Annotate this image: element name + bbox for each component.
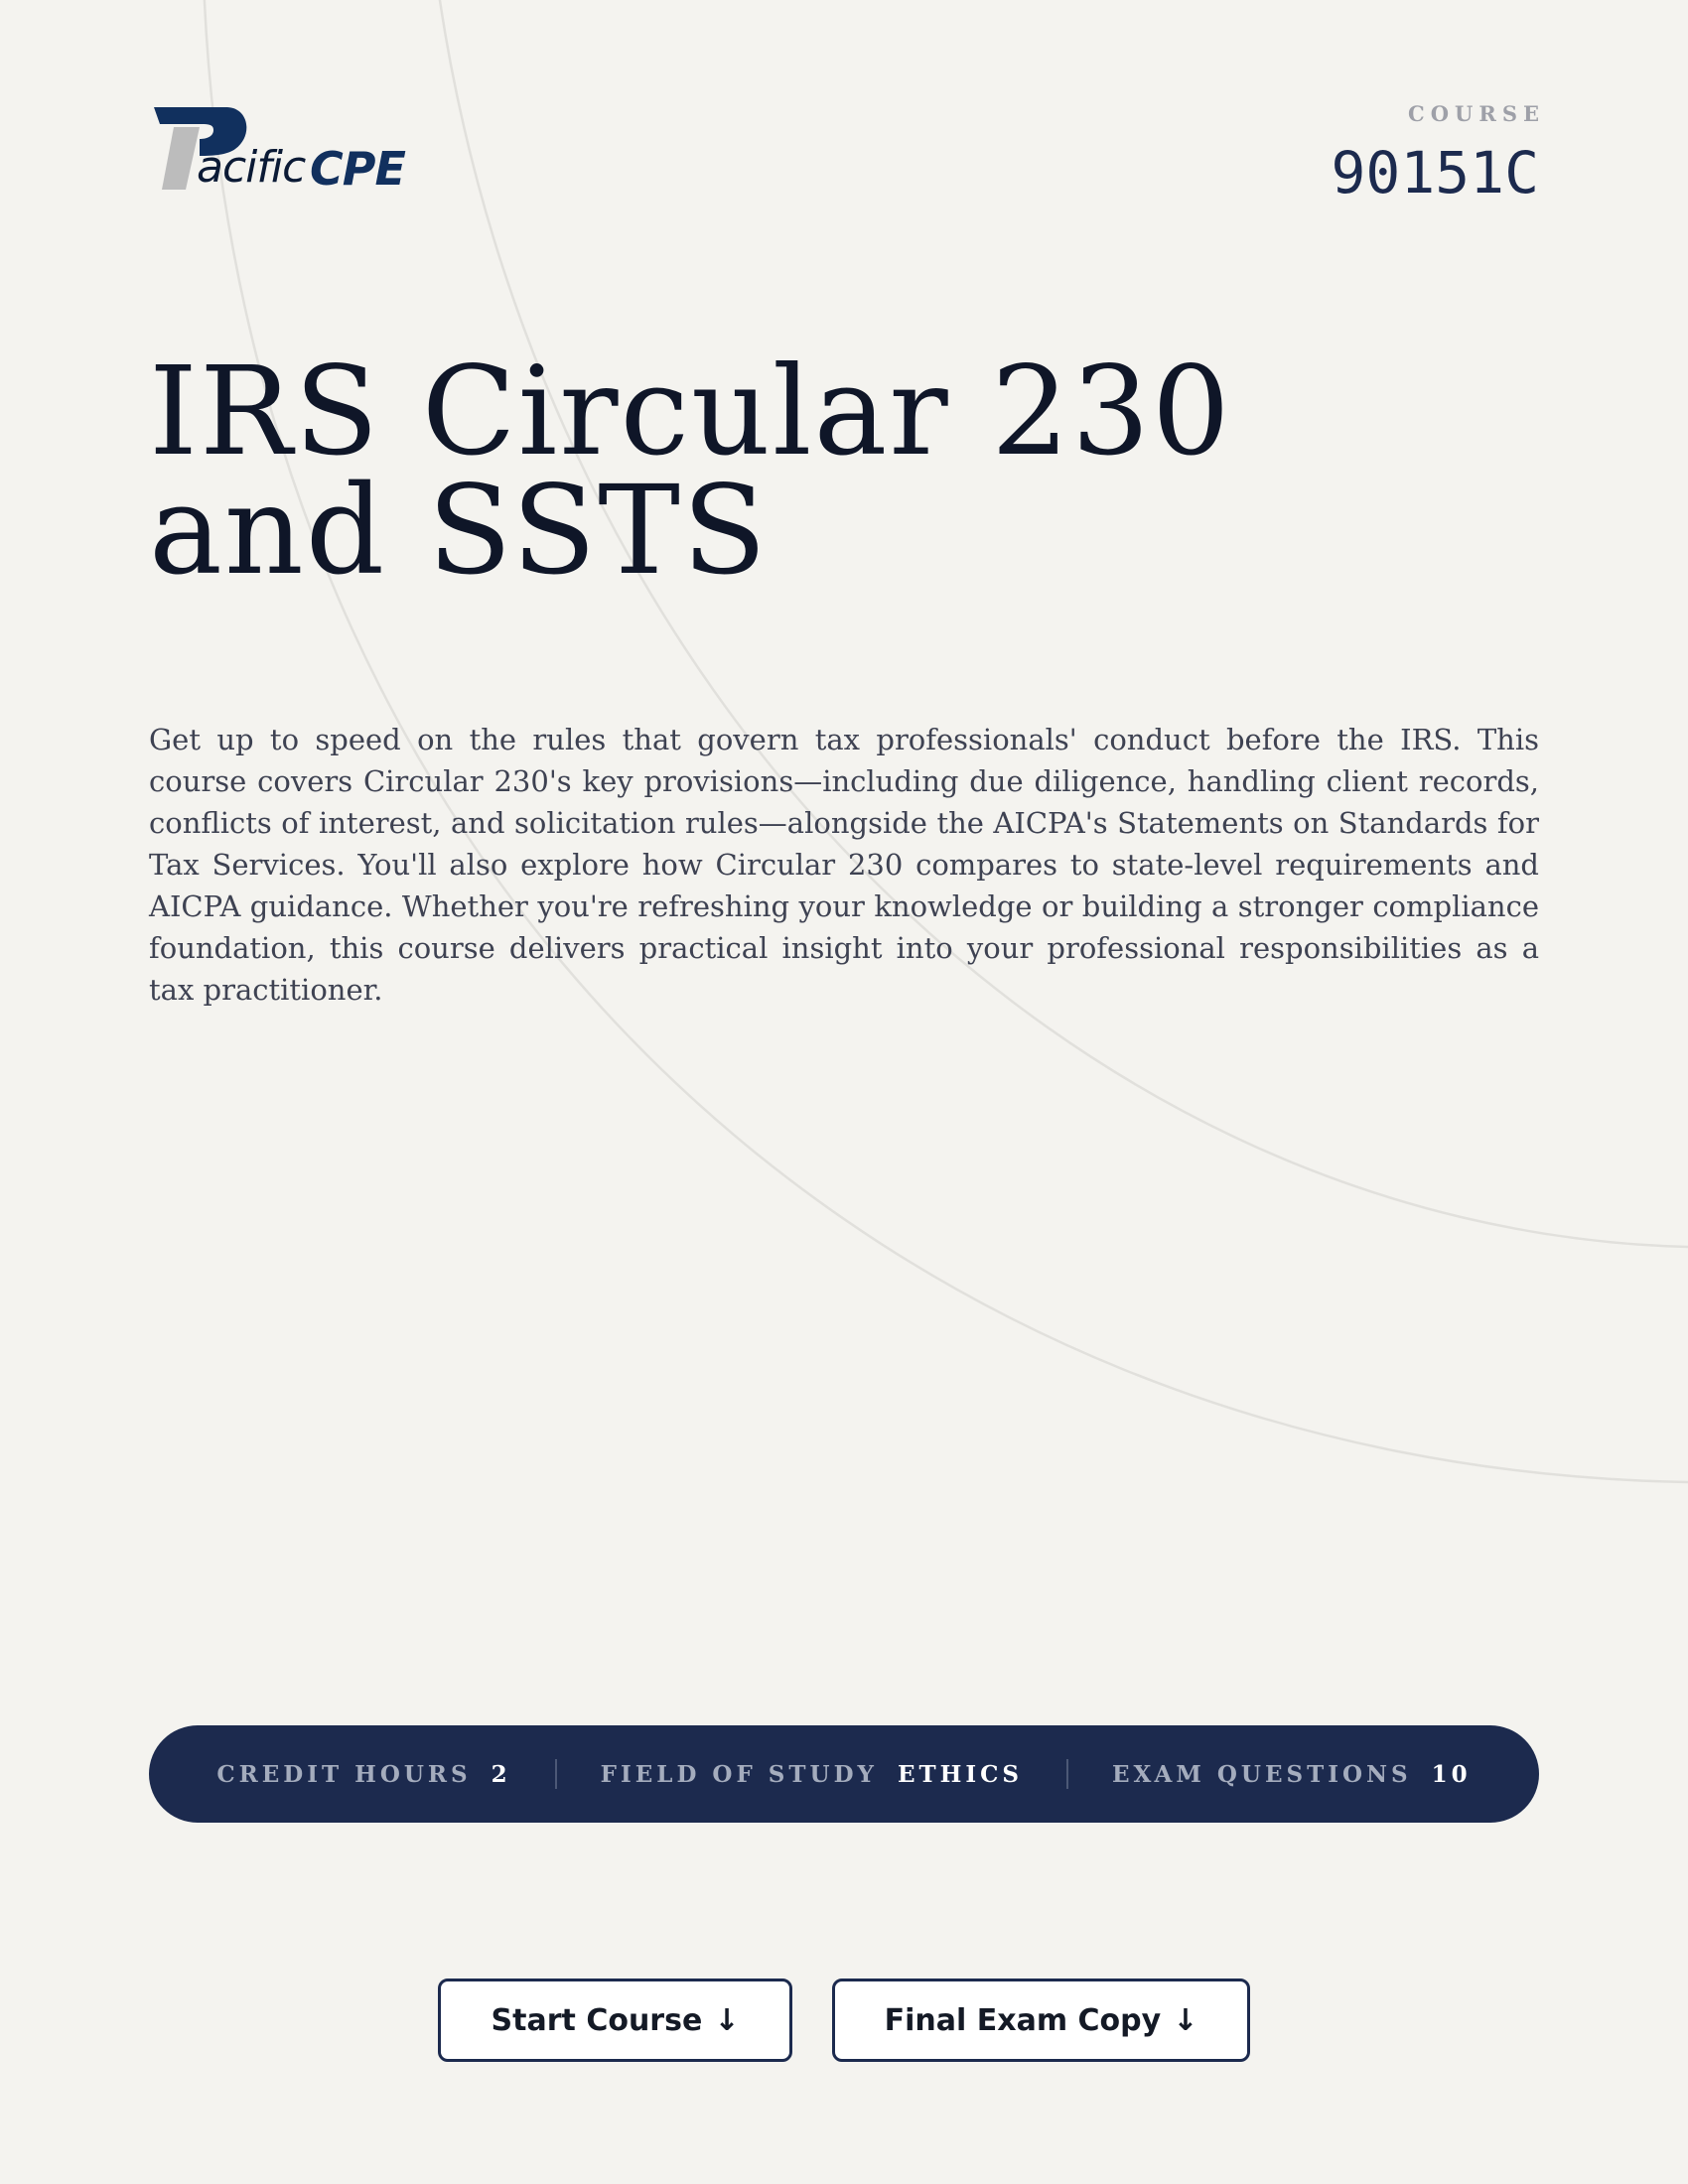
start-course-button[interactable] (438, 1979, 792, 2062)
final-exam-copy-label: Final Exam Copy (884, 2002, 1162, 2038)
page-title-line-1: IRS Circular 230 (149, 341, 1232, 483)
logo-text-cpe: CPE (310, 142, 405, 196)
start-course-label: Start Course (491, 2002, 703, 2038)
action-buttons (0, 1979, 1688, 2062)
course-description: Get up to speed on the rules that govern tax professionals' conduct before the IRS. This course covers Circular 230's key provisions—including due diligence, handling client records, conflicts of interest, and solicitation rules—alongside the AICPA's Statements on Standards for Tax Services. You'll also explore how Circular 230 compares to state-level requirements and AICPA guidance. Whether you're refreshing your knowledge or building a stronger compliance foundation, this course delivers practical insight into your professional responsibilities as a tax practitioner. (149, 723, 1539, 1007)
page-title (149, 341, 1440, 603)
pacific-cpe-logo[interactable] (154, 104, 405, 199)
course-stats-bar (149, 1725, 1539, 1823)
field-of-study-value: ETHICS (897, 1760, 1023, 1788)
logo-text-acific: acific (197, 142, 306, 193)
final-exam-copy-button[interactable] (832, 1979, 1250, 2062)
exam-questions-value: 10 (1431, 1760, 1472, 1788)
exam-questions-label: EXAM QUESTIONS (1112, 1760, 1412, 1788)
stats-divider (555, 1759, 557, 1789)
stat-credit-hours (216, 1761, 510, 1788)
stat-exam-questions (1112, 1761, 1472, 1788)
arrow-down-icon: ↓ (1173, 2002, 1198, 2038)
page-title-line-2: and SSTS (149, 460, 769, 603)
course-code: 90151C (1331, 139, 1539, 206)
stat-field-of-study (601, 1761, 1023, 1788)
arrow-down-icon: ↓ (714, 2002, 740, 2038)
field-of-study-label: FIELD OF STUDY (600, 1760, 878, 1788)
credit-hours-value: 2 (491, 1760, 511, 1788)
stats-divider (1066, 1759, 1068, 1789)
credit-hours-label: CREDIT HOURS (216, 1760, 472, 1788)
course-label: COURSE (1408, 101, 1545, 126)
